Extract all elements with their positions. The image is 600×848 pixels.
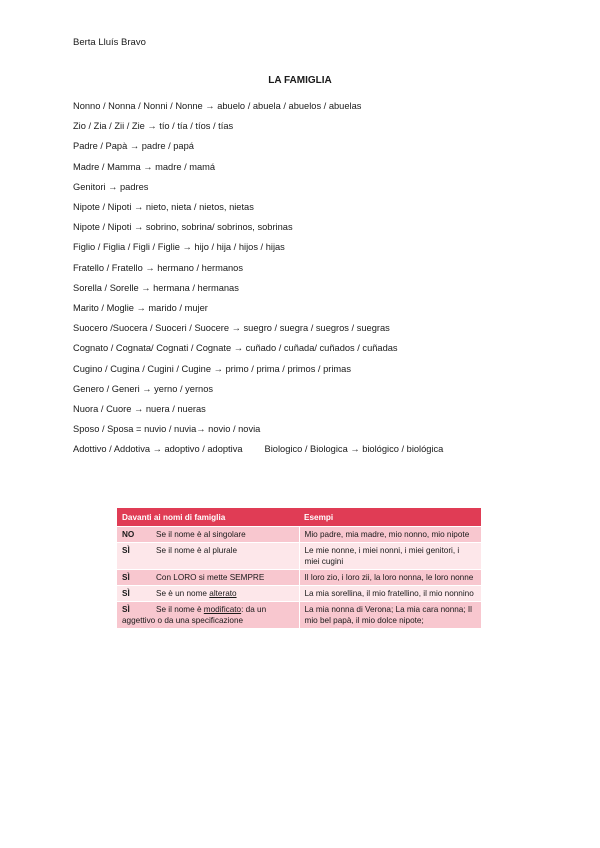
rule-cell [117,543,299,570]
vocabulary-list [73,96,553,460]
document-title: LA FAMIGLIA [268,75,332,86]
rule-text: Con LORO si mette SEMPRE [156,573,265,582]
header-davanti: Davanti ai nomi di famiglia [117,508,299,527]
vocab-line: Nipote / Nipoti → sobrino, sobrina/ sobrinos, sobrinas [73,222,293,233]
vocab-line: Madre / Mamma → madre / mamá [73,161,216,172]
table-row [117,602,481,629]
rule-text: Se il nome è al singolare [156,530,246,539]
table-row [117,570,481,586]
rule-underlined-term: modificato [203,605,242,614]
vocab-line: Sorella / Sorelle → hermana / hermanas [73,282,239,293]
vocab-line: Figlio / Figlia / Figli / Figlie → hijo / hija / hijos / hijas [73,242,285,253]
table-row [117,586,481,602]
vocab-biological: Biologico / Biologica → biológico / biológica [264,444,444,455]
vocab-line: Sposo / Sposa = nuvio / nuvia→ novio / novia [73,424,261,435]
table-row [117,527,481,543]
rule-cell [117,527,299,543]
rule-text: Se è un nome [156,589,210,598]
table-header-row [117,508,481,527]
vocab-line: Genero / Generi → yerno / yernos [73,383,214,394]
vocab-line: Zio / Zia / Zii / Zie → tío / tía / tíos / tías [73,121,234,132]
vocab-line: Suocero /Suocera / Suoceri / Suocere → suegro / suegra / suegros / suegras [73,323,390,334]
example-cell: La mia nonna di Verona; La mia cara nonna; Il mio bel papà, il mio dolce nipote; [299,602,481,629]
vocab-adoptive: Adottivo / Addotiva → adoptivo / adoptiva [73,444,243,455]
vocab-line: Cognato / Cognata/ Cognati / Cognate → cuñado / cuñada/ cuñados / cuñadas [73,343,398,354]
vocab-line: Genitori → padres [73,181,149,192]
rule-text: Se il nome è al plurale [156,546,238,555]
vocab-line: Marito / Moglie → marido / mujer [73,303,208,314]
author-name: Berta Lluís Bravo [73,37,146,48]
example-cell: Il loro zio, i loro zii, la loro nonna, le loro nonne [299,570,481,586]
rule-text: Se il nome è [156,605,204,614]
vocab-line: Cugino / Cugina / Cugini / Cugine → primo / prima / primos / primas [73,363,351,374]
example-cell: Mio padre, mia madre, mio nonno, mio nipote [299,527,481,543]
vocab-line: Padre / Papà → padre / papá [73,141,194,152]
rule-cell [117,602,299,629]
vocab-line: Nuora / Cuore → nuera / nueras [73,404,206,415]
header-esempi: Esempi [299,508,481,527]
vocab-line: Fratello / Fratello → hermano / hermanos [73,262,243,273]
vocab-line: Nonno / Nonna / Nonni / Nonne → abuelo / abuela / abuelos / abuelas [73,101,362,111]
rule-text-tail: : da un aggettivo o da una specificazione [122,605,267,625]
table-row [117,543,481,570]
example-cell: La mia sorellina, il mio fratellino, il mio nonnino [299,586,481,602]
rule-flag: SÌ [122,546,130,555]
rule-flag: SÌ [122,573,130,582]
grammar-table [117,508,481,628]
rule-flag: NO [122,530,135,539]
vocab-line-last [73,439,553,459]
example-cell: Le mie nonne, i miei nonni, i miei genitori, i miei cugini [299,543,481,570]
rule-cell [117,586,299,602]
rule-flag: SÌ [122,605,130,614]
rule-underlined-term: alterato [209,589,237,598]
vocab-line: Nipote / Nipoti → nieto, nieta / nietos, nietas [73,202,254,213]
rule-cell [117,570,299,586]
rule-flag: SÌ [122,589,130,598]
